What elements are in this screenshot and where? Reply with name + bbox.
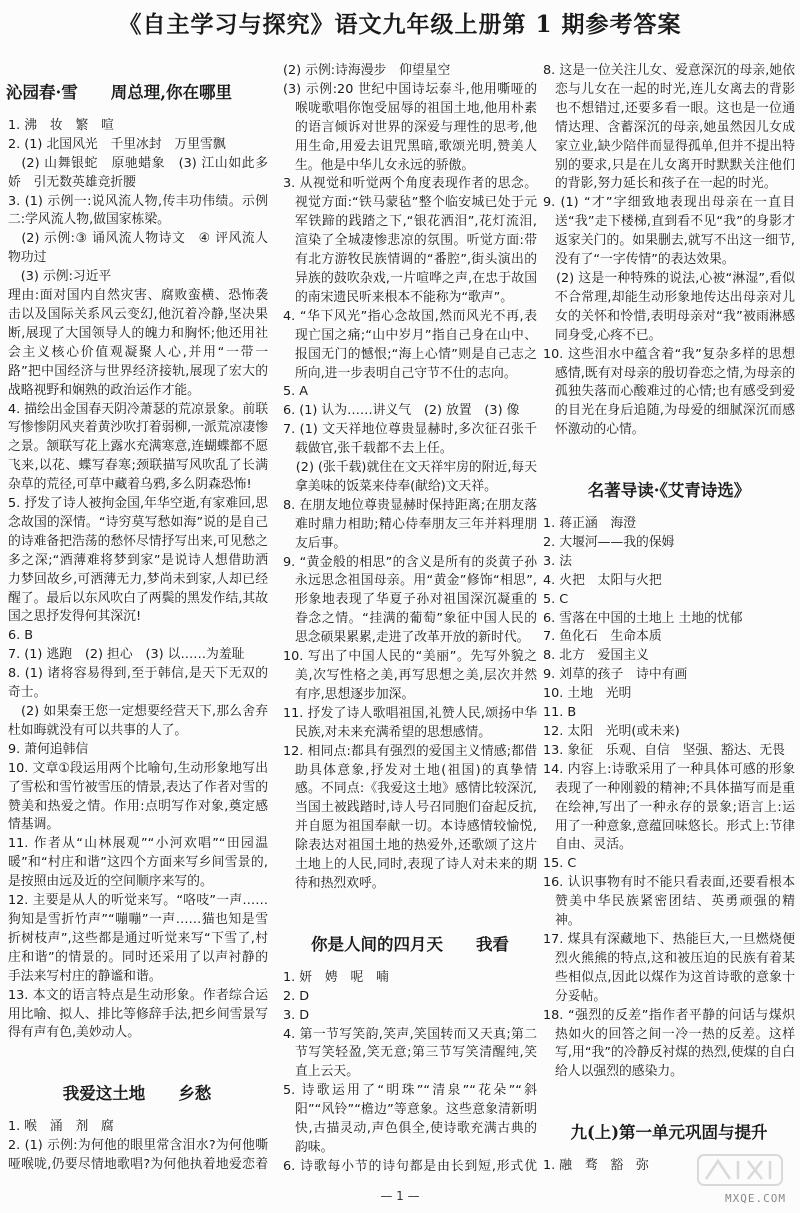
answer-item: 2. (1) 示例:为何他的眼里常含泪水?为何他嘶哑喉咙,仍要尽情地歌唱?为何他执着地爱恋着	[8, 1138, 268, 1173]
answer-item: 10. 写出了中国人民的“美丽”。先写外貌之美,次写性格之美,再写思想之美,层次并然有序,思想逐步加深。	[283, 649, 537, 702]
answer-item: 1. 融 骛 豁 弥	[543, 1158, 649, 1173]
answer-item: 1. 沸 妆 繁 喧	[8, 117, 114, 133]
answer-item: 16. 认识事物有时不能只看表面,还要看根本赞美中华民族紧密团结、英勇顽强的精神。	[543, 875, 795, 929]
answer-item: 5. C	[543, 591, 569, 607]
section-heading: 我爱这土地 乡愁	[62, 1084, 212, 1104]
answer-item: 15. C	[543, 856, 577, 872]
answer-item: (2) 示例:诗海漫步 仰望星空	[283, 63, 451, 78]
answer-item: 6. 雪落在中国的土地上 土地的忧郁	[543, 610, 743, 626]
answer-item: 7. (1) 逃跑 (2) 担心 (3) 以……为羞耻	[8, 647, 245, 663]
answer-item: 9. 萧何追韩信	[8, 741, 89, 757]
answer-item: 4. “华下风光”指心念故国,然而风光不再,表现亡国之痛;“山中岁月”指自己身在山中、报国无门的憾恨;“海上心情”则是自己志之所向,进一步表明自己守节不仕的志向。	[283, 308, 537, 381]
answer-item: 10. 土地 光明	[543, 686, 632, 702]
answer-item: 8. (1) 诸将容易得到,至于韩信,是天下无双的奇士。	[8, 666, 268, 701]
answer-column-middle	[283, 62, 537, 1173]
answer-item: 2. D	[283, 988, 310, 1004]
answer-item: 5. 抒发了诗人被拘金国,年华空逝,有家难回,思念故国的深情。“诗穷莫写愁如海”说的是自己的诗难备把浩荡的愁怀尽情抒写出来,可见愁之多之深;“酒薄难将梦到家”是说诗人想借助洒力梦回故乡,可洒薄无力,梦尚未到家,人却已经醒了。最后以东风吹白了两鬓的黑发作结,其故国之思抒发得何其深沉!	[8, 496, 268, 625]
answer-column-left	[6, 62, 268, 1173]
answer-item: 1. 喉 涌 剂 腐	[8, 1119, 114, 1135]
answer-item: 13. 本文的语言特点是生动形象。作者综合运用比喻、拟人、排比等修辞手法,把乡间雪景写得有声有色,美妙动人。	[8, 987, 268, 1041]
answer-item: (3) 示例:20 世纪中国诗坛泰斗,他用嘶哑的喉咙歌唱你饱受屈辱的祖国土地,他用朴素的语言倾诉对世界的深爱与理性的思考,他用生命,用爱去诅咒黑暗,歌颂光明,赞美人生。他是中华儿女永远的骄傲。	[283, 81, 537, 173]
section-heading: 名著导读·《艾青诗选》	[587, 481, 751, 501]
page-number: — 1 —	[380, 1189, 420, 1203]
answer-item: 8. 在朋友地位尊贵显赫时保持距离;在朋友落难时鼎力相助;精心侍奉朋友三年并料理朋友后事。	[283, 497, 537, 551]
answer-item: 7. (1) 文天祥地位尊贵显赫时,多次征召张千载做官,张千载都不去上任。	[283, 422, 537, 457]
answer-item: (3) 示例:习近平	[8, 269, 112, 285]
answer-item: 10. 文章①段运用两个比喻句,生动形象地写出了雪松和雪竹被雪压的情景,表达了作者对雪的赞美和热爱之情。作用:点明写作对象,奠定感情基调。	[8, 760, 268, 833]
section-heading: 你是人间的四月天 我看	[311, 934, 509, 954]
answer-item: 3. D	[283, 1007, 310, 1023]
answer-item: 17. 煤具有深藏地下、热能巨大,一旦燃烧便烈火熊熊的特点,这和被压迫的民族有着某些相似点,因此以煤作为这首诗歌的意象十分妥帖。	[543, 931, 795, 1004]
answer-item: 13. 象征 乐观、自信 坚强、豁达、无畏	[543, 742, 785, 758]
answer-item: 18. “强烈的反差”指作者平静的问话与煤炽热如火的回答之间一冷一热的反差。这样写,用“我”的冷静反衬煤的热烈,使煤的自白给人以强烈的感染力。	[543, 1007, 795, 1080]
section-heading: 沁园春·雪 周总理,你在哪里	[6, 83, 232, 102]
answer-item: 7. 鱼化石 生命本质	[543, 629, 662, 645]
answer-item: 11. 作者从“山林展观”“小河欢唱”“田园温暖”和“村庄和谐”这四个方面来写乡间雪景的,是按照由远及近的空间顺序来写的。	[8, 836, 268, 890]
answer-item: 11. 抒发了诗人歌唱祖国,礼赞人民,颂扬中华民族,对未来充满希望的思想感情。	[283, 705, 537, 740]
answer-item: 12. 相同点:都具有强烈的爱国主义情感;都借助具体意象,抒发对土地(祖国)的真挚情感。不同点:《我爱这土地》感情比较深沉,当国土被践踏时,诗人号召同胞们奋起反抗,并自愿为祖国奉献一切。本诗感情较愉悦,除表达对祖国土地的热爱外,还歌颂了这片土地上的人民,同时,表现了诗人对未来的期待和热烈欢呼。	[283, 743, 537, 891]
answer-item: 14. 内容上:诗歌采用了一种具体可感的形象表现了一种刚毅的精神;不具体描写而是重在绘神,写出了一种永存的景象;语言上:运用了一种意象,意蕴回味悠长。形式上:节律自由、灵活。	[543, 761, 795, 853]
answer-item: (2) 如果秦王您一定想要经营天下,那么舍弃杜如晦就没有可以共事的人了。	[8, 704, 268, 738]
answer-item: 5. 诗歌运用了“明珠”“清泉”“花朵”“斜阳”“风铃”“檐边”等意象。这些意象清新明快,古描灵动,声色俱全,使诗歌充满古典的韵味。	[283, 1083, 537, 1155]
answer-item: 6. 诗歌每小节的诗句都是由长到短,形式优	[283, 1158, 537, 1173]
answer-item: 2. (1) 北国风光 千里冰封 万里雪飘	[8, 136, 226, 152]
answer-item: 5. A	[283, 384, 309, 400]
answer-item: 6. B	[8, 628, 34, 644]
page-title: 《自主学习与探究》语文九年级上册第 1 期参考答案	[118, 11, 682, 38]
answer-item: 6. (1) 认为……讲义气 (2) 放置 (3) 像	[283, 403, 520, 419]
answer-item: 11. B	[543, 705, 577, 721]
answer-item: 10. 这些泪水中蕴含着“我”复杂多样的思想感情,既有对母亲的殷切眷恋之情,为母亲的孤独失落而心酸难过的心情;也有感受到爱的目光在身后追随,为母爱的细腻深沉而感怀激动的心情。	[543, 346, 795, 438]
answer-item: 4. 描绘出金国春天阴冷萧瑟的荒凉景象。前联写惨惨阴风夹着黄沙吹打着弱柳,一派荒凉凄惨之景。颔联写花上露水充满寒意,连蝴蝶都不愿飞来,以花、蝶写春寒;颈联描写风吹乱了长满杂草的荒径,可草中藏着乌鸦,多么阴森恐怖!	[8, 401, 268, 493]
answer-item: 1. 蒋正涵 海澄	[543, 516, 637, 532]
answer-item: 9. 刘草的孩子 诗中有画	[543, 667, 688, 683]
answer-item: 3. (1) 示例一:说风流人物,传丰功伟绩。示例二:学风流人物,做国家栋梁。	[8, 193, 268, 228]
watermark-text: MXQE.COM	[725, 1192, 786, 1205]
answer-item: (2) 这是一种特殊的说法,心被“淋湿”,看似不合常理,却能生动形象地传达出母亲对儿女的关怀和怜惜,表明母亲对“我”被雨淋感同身受,心疼不已。	[543, 270, 795, 343]
answer-item: (2) 示例:③ 诵风流人物诗文 ④ 评风流人物功过	[8, 231, 268, 266]
answer-item: 8. 这是一位关注儿女、爱意深沉的母亲,她依恋与儿女在一起的时光,连儿女离去的背影也不想错过,还要多看一眼。这也是一位通情达理、含蓄深沉的母亲,她虽然因儿女成家立业,缺少陪伴而显得孤单,但并不提出特别的要求,只是在儿女离开时默默关注他们的背影,努力延长和孩子在一起的时光。	[543, 63, 795, 192]
answer-item: 2. 大堰河——我的保姆	[543, 534, 675, 550]
answer-item: 9. “黄金般的相思”的含义是所有的炎黄子孙永远思念祖国母亲。用“黄金”修饰“相思”,形象地表现了华夏子孙对祖国深沉凝重的眷念之情。“挂满的葡萄”象征中国人民的思念硕果累累,走进了改革开放的新时代。	[283, 554, 537, 646]
answer-item: 8. 北方 爱国主义	[543, 648, 649, 664]
answer-column-right	[543, 62, 795, 1173]
answer-item: (2) 山舞银蛇 原驰蜡象 (3) 江山如此多娇 引无数英雄竞折腰	[8, 155, 268, 190]
answer-item: 理由:面对国内自然灾害、腐败蛮横、恐怖袭击以及国际关系风云变幻,他沉着冷静,坚决果断,展现了大国领导人的魄力和胸怀;他还用社会主义核心价值观凝聚人心,并用“一带一路”把中国经济与世界经济接轨,展现了宏大的战略视野和娴熟的政治运作才能。	[8, 288, 268, 398]
answer-item: 4. 火把 太阳与火把	[543, 572, 662, 588]
answer-item: (2) (张千载)就住在文天祥牢房的附近,每天拿美味的饭菜来侍奉(献给)文天祥。	[283, 460, 537, 494]
answer-item: 12. 主要是从人的听觉来写。“咯吱”一声……狗知是雪折竹声”“嘣嘣”一声……猫也知是雪折树枝声”,这些都是通过听觉来写“下雪了,村庄和谐”的情景的。同时还采用了以声衬静的手法来写村庄的静谧和谐。	[8, 893, 268, 984]
answer-item: 3. 法	[543, 553, 573, 569]
answer-item: 12. 太阳 光明(或未来)	[543, 724, 680, 739]
answer-item: 4. 第一节写笑韵,笑声,笑国转而又天真;第二节写笑轻盈,笑无意;第三节写笑清醒纯,笑直上云天。	[283, 1026, 537, 1080]
answer-item: 9. (1) “才”字细致地表现出母亲在一直目送“我”走下楼梯,直到看不见“我”的身影才返家关门的。如果删去,就写不出这一细节,没有了“一字传情”的表达效果。	[543, 195, 795, 268]
section-heading: 九(上)第一单元巩固与提升	[570, 1123, 768, 1143]
answer-item: 1. 妍 娉 呢 喃	[283, 969, 389, 985]
answer-item: 3. 从视觉和听觉两个角度表现作者的思念。视觉方面:“铁马蒙毡”整个临安城已处于元军铁蹄的践踏之下,“银花洒泪”,花灯流泪,渲染了全城凄惨悲凉的氛围。听觉方面:带有北方游牧民族情调的“番腔”,街头演出的异族的鼓吹杂戏,一片喧哗之声,在忠于故国的南宋遗民听来根本不能称为“歌声”。	[283, 176, 537, 305]
